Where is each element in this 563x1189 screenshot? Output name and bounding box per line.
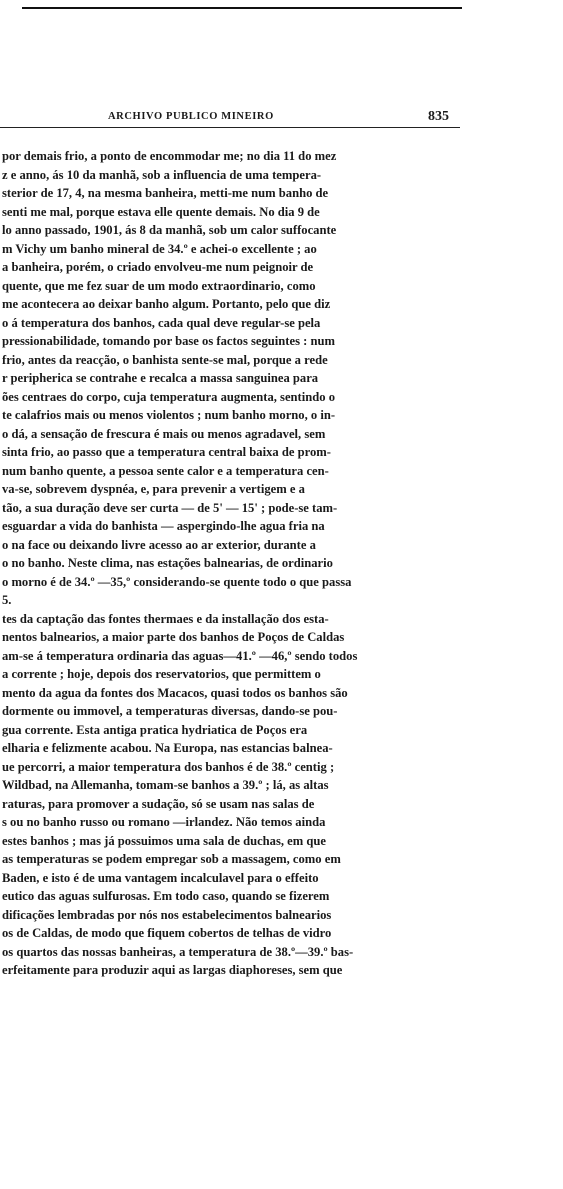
- text-line: pressionabilidade, tomando por base os factos seguintes : num: [2, 334, 335, 348]
- text-line: sinta frio, ao passo que a temperatura central baixa de prom-: [2, 445, 331, 459]
- text-line: o á temperatura dos banhos, cada qual deve regular-se pela: [2, 315, 321, 330]
- text-line: as temperaturas se podem empregar sob a massagem, como em: [2, 852, 341, 866]
- text-line: 5.: [2, 593, 12, 607]
- text-line: r peripherica se contrahe e recalca a massa sanguinea para: [2, 371, 319, 385]
- text-line: o na face ou deixando livre acesso ao ar exterior, durante a: [2, 537, 316, 552]
- text-line: tão, a sua duração deve ser curta — de 5' — 15' ; pode-se tam-: [2, 500, 338, 515]
- text-line: gua corrente. Esta antiga pratica hydriatica de Poços era: [2, 722, 308, 737]
- text-line: ue percorri, a maior temperatura dos banhos é de 38.º centig ;: [2, 759, 335, 774]
- text-line: eutico das aguas sulfurosas. Em todo caso, quando se fizerem: [2, 889, 330, 903]
- text-line: sterior de 17, 4, na mesma banheira, metti-me num banho de: [2, 186, 329, 200]
- page-number: 835: [428, 109, 449, 124]
- text-line: senti me mal, porque estava elle quente demais. No dia 9 de: [2, 204, 320, 219]
- text-line: estes banhos ; mas já possuimos uma sala de duchas, em que: [2, 833, 326, 848]
- text-line: o morno é de 34.º —35,º considerando-se quente todo o que passa: [2, 574, 352, 589]
- text-line: m Vichy um banho mineral de 34.º e achei-o excellente ; ao: [2, 241, 317, 256]
- text-line: z e anno, ás 10 da manhã, sob a influencia de uma tempera-: [2, 167, 322, 182]
- text-line: erfeitamente para produzir aqui as largas diaphoreses, sem que: [2, 963, 343, 977]
- page-header: [0, 109, 563, 129]
- text-line: dormente ou immovel, a temperaturas diversas, dando-se pou-: [2, 704, 338, 718]
- text-line: ões centraes do corpo, cuja temperatura augmenta, sentindo o: [2, 389, 335, 404]
- text-line: mento da agua da fontes dos Macacos, quasi todos os banhos são: [2, 685, 348, 700]
- text-line: am-se á temperatura ordinaria das aguas—41.º —46,º sendo todos: [2, 648, 358, 663]
- text-line: me acontecera ao deixar banho algum. Portanto, pelo que diz: [2, 297, 331, 311]
- text-line: nentos balnearios, a maior parte dos banhos de Poços de Caldas: [2, 630, 345, 644]
- text-line: frio, antes da reacção, o banhista sente-se mal, porque a rede: [2, 352, 328, 367]
- text-line: lo anno passado, 1901, ás 8 da manhã, sob um calor suffocante: [2, 223, 337, 237]
- body-text: [0, 147, 563, 980]
- text-line: esguardar a vida do banhista — aspergindo-lhe agua fria na: [2, 519, 325, 533]
- text-line: tes da captação das fontes thermaes e da installação dos esta-: [2, 611, 329, 626]
- text-line: num banho quente, a pessoa sente calor e a temperatura cen-: [2, 463, 329, 478]
- text-line: te calafrios mais ou menos violentos ; num banho morno, o in-: [2, 408, 336, 422]
- text-line: os quartos das nossas banheiras, a temperatura de 38.º—39.º bas-: [2, 944, 354, 959]
- text-line: Baden, e isto é de uma vantagem incalculavel para o effeito: [2, 870, 319, 885]
- text-line: os de Caldas, de modo que fiquem cobertos de telhas de vidro: [2, 926, 332, 940]
- text-line: dificações lembradas por nós nos estabelecimentos balnearios: [2, 907, 332, 922]
- text-line: elharia e felizmente acabou. Na Europa, nas estancias balnea-: [2, 741, 333, 755]
- text-line: o no banho. Neste clima, nas estações balnearias, de ordinario: [2, 556, 333, 570]
- text-line: s ou no banho russo ou romano —irlandez. Não temos ainda: [2, 815, 326, 829]
- text-line: quente, que me fez suar de um modo extraordinario, como: [2, 278, 316, 293]
- text-line: a banheira, porém, o criado envolveu-me num peignoir de: [2, 260, 314, 274]
- header-rule: [0, 127, 460, 128]
- text-line: por demais frio, a ponto de encommodar me; no dia 11 do mez: [2, 149, 337, 163]
- top-border-line: [22, 7, 462, 9]
- text-line: raturas, para promover a sudação, só se usam nas salas de: [2, 796, 315, 811]
- text-line: a corrente ; hoje, depois dos reservatorios, que permittem o: [2, 667, 321, 681]
- text-line: o dá, a sensação de frescura é mais ou menos agradavel, sem: [2, 426, 326, 441]
- running-title: ARCHIVO PUBLICO MINEIRO: [108, 111, 274, 122]
- text-line: Wildbad, na Allemanha, tomam-se banhos a 39.º ; lá, as altas: [2, 778, 329, 792]
- text-line: va-se, sobrevem dyspnéa, e, para prevenir a vertigem e a: [2, 482, 305, 496]
